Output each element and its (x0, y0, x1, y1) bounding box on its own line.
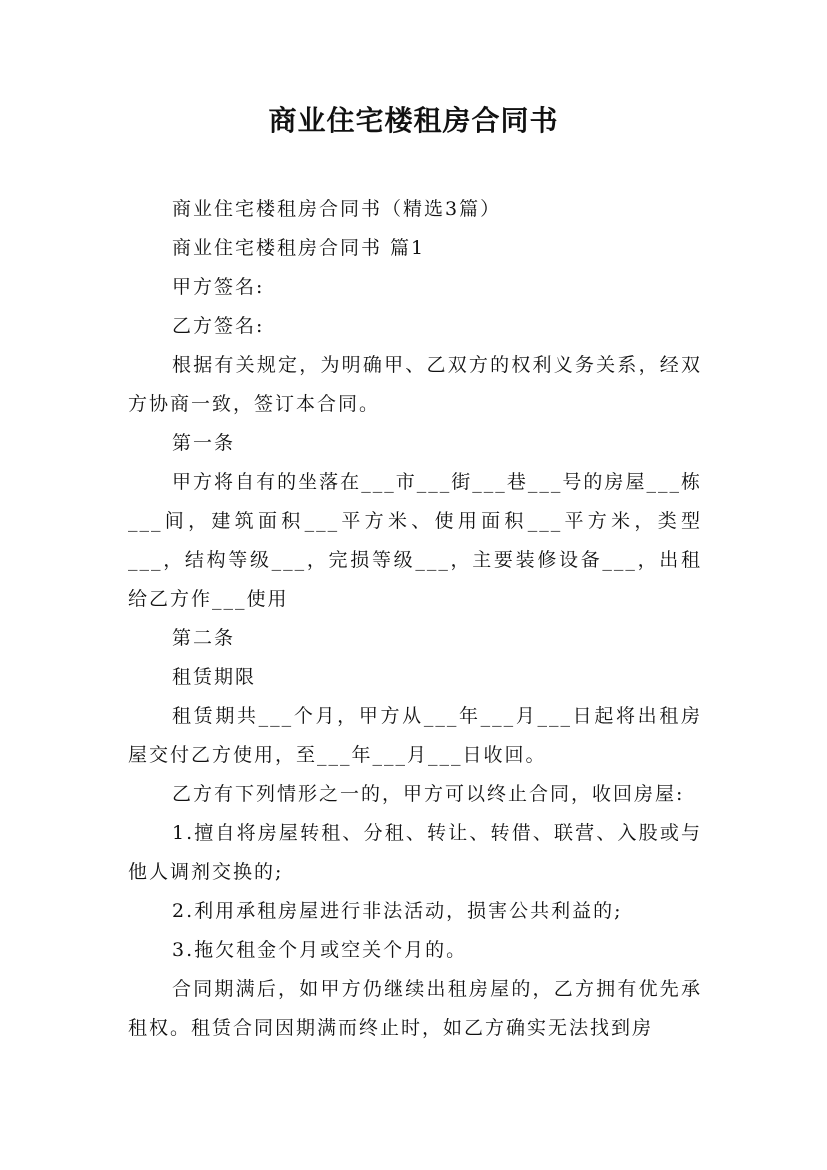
paragraph-article-1-body: 甲方将自有的坐落在___市___街___巷___号的房屋___栋___间，建筑面积___平方米、使用面积___平方米，类型___，结构等级___，完损等级___，主要装修设备___，出租给乙方作___使用 (128, 471, 702, 610)
paragraph-renewal: 合同期满后，如甲方仍继续出租房屋的，乙方拥有优先承租权。租赁合同因期满而终止时，如乙方确实无法找到房 (128, 978, 702, 1039)
paragraph-article-2-heading: 第二条 (172, 627, 236, 649)
paragraph-article-1-heading: 第一条 (172, 432, 236, 454)
paragraph-lease-term-body: 租赁期共___个月，甲方从___年___月___日起将出租房屋交付乙方使用，至___年___月___日收回。 (128, 705, 702, 766)
paragraph-section-heading: 商业住宅楼租房合同书 篇1 (172, 237, 426, 259)
paragraph-preamble: 根据有关规定，为明确甲、乙双方的权利义务关系，经双方协商一致，签订本合同。 (128, 354, 702, 415)
paragraph-party-b-signature: 乙方签名: (172, 315, 265, 337)
paragraph-subtitle: 商业住宅楼租房合同书（精选3篇） (172, 198, 502, 220)
paragraph-condition-2: 2.利用承租房屋进行非法活动，损害公共利益的; (172, 900, 623, 922)
paragraph-party-a-signature: 甲方签名: (172, 276, 265, 298)
paragraph-condition-3: 3.拖欠租金个月或空关个月的。 (172, 939, 468, 961)
document-title: 商业住宅楼租房合同书 (268, 104, 559, 137)
paragraph-lease-term-heading: 租赁期限 (172, 666, 257, 688)
paragraph-condition-1: 1.擅自将房屋转租、分租、转让、转借、联营、入股或与他人调剂交换的; (128, 822, 702, 883)
paragraph-termination-conditions: 乙方有下列情形之一的，甲方可以终止合同，收回房屋: (172, 783, 685, 805)
document-body (128, 190, 702, 1048)
